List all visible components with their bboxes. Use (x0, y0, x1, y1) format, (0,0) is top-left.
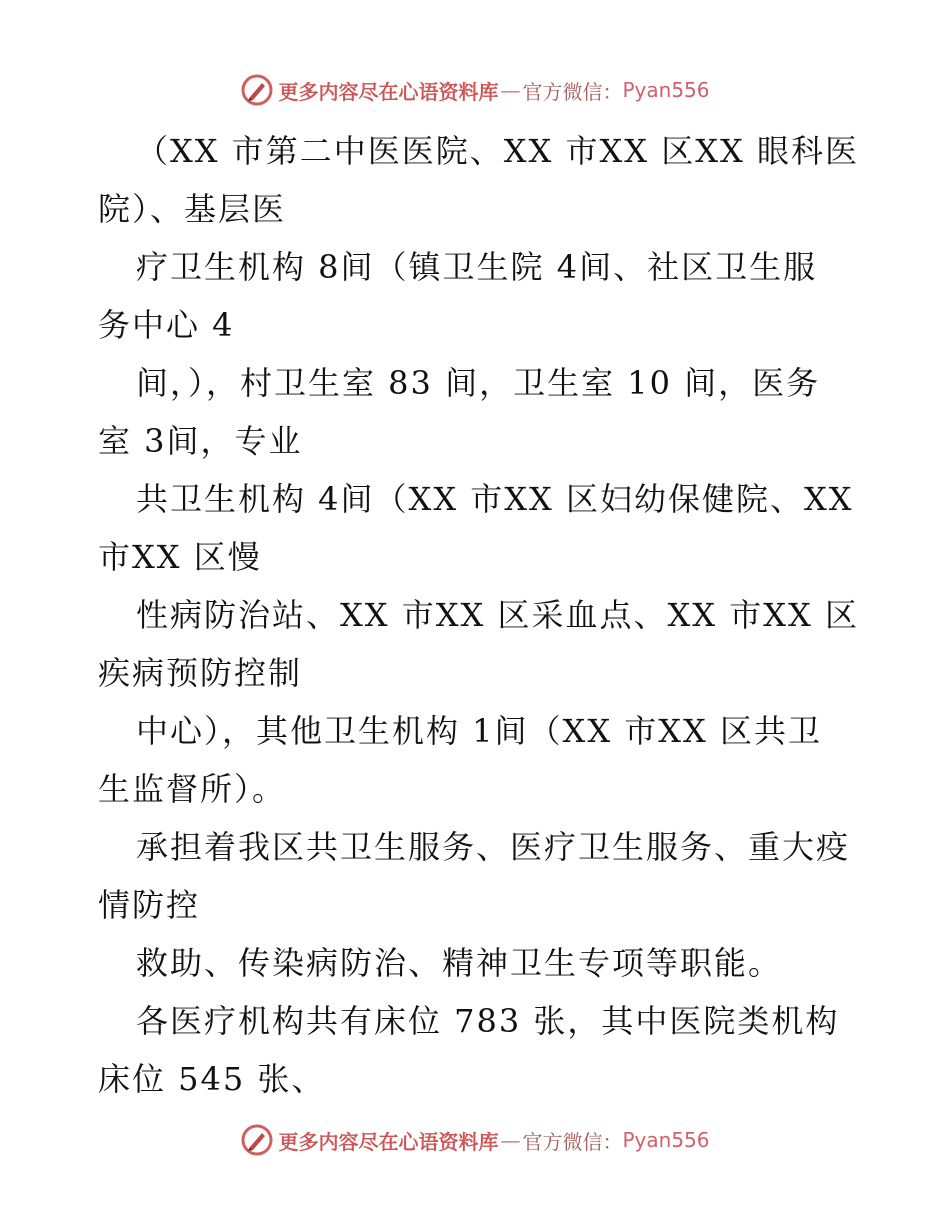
header-sub-text: 官方微信： (522, 79, 623, 104)
text-line: 承担着我区共卫生服务、医疗卫生服务、重大疫 (136, 828, 851, 866)
footer-dash: — (500, 1128, 521, 1152)
text-line: 生监督所）。 (98, 770, 287, 808)
header-banner (0, 70, 950, 110)
text-line: 共卫生机构 4间（XX 市XX 区妇幼保健院、XX (136, 480, 854, 518)
text-line: 室 3间，专业 (98, 422, 303, 460)
pen-logo-icon (240, 1123, 274, 1157)
footer-id-text: Pyan556 (622, 1128, 710, 1152)
footer-main-text: 更多内容尽在心语资料库 (278, 1129, 499, 1154)
text-line: 各医疗机构共有床位 783 张，其中医院类机构 (136, 1002, 840, 1040)
text-line: 疗卫生机构 8间（镇卫生院 4间、社区卫生服 (136, 248, 818, 286)
text-line: 情防控 (98, 886, 201, 924)
text-line: 市XX 区慢 (98, 538, 262, 576)
text-line: 床位 545 张、 (98, 1060, 326, 1098)
text-line: 中心），其他卫生机构 1间（XX 市XX 区共卫 (136, 712, 823, 750)
header-id-text: Pyan556 (622, 78, 710, 102)
text-line: 救助、传染病防治、精神卫生专项等职能。 (136, 944, 783, 982)
text-line: 院）、基层医 (98, 190, 287, 228)
text-line: （XX 市第二中医医院、XX 市XX 区XX 眼科医 (136, 132, 859, 170)
document-body (98, 122, 868, 1108)
footer-banner (0, 1120, 950, 1160)
header-dash: — (500, 78, 521, 102)
pen-logo-icon (240, 73, 274, 107)
text-line: 间，），村卫生室 83 间，卫生室 10 间，医务 (136, 364, 821, 402)
text-line: 务中心 4 (98, 306, 235, 344)
text-line: 疾病预防控制 (98, 654, 303, 692)
footer-sub-text: 官方微信： (522, 1129, 623, 1154)
text-line: 性病防治站、XX 市XX 区采血点、XX 市XX 区 (136, 596, 859, 634)
header-main-text: 更多内容尽在心语资料库 (278, 79, 499, 104)
